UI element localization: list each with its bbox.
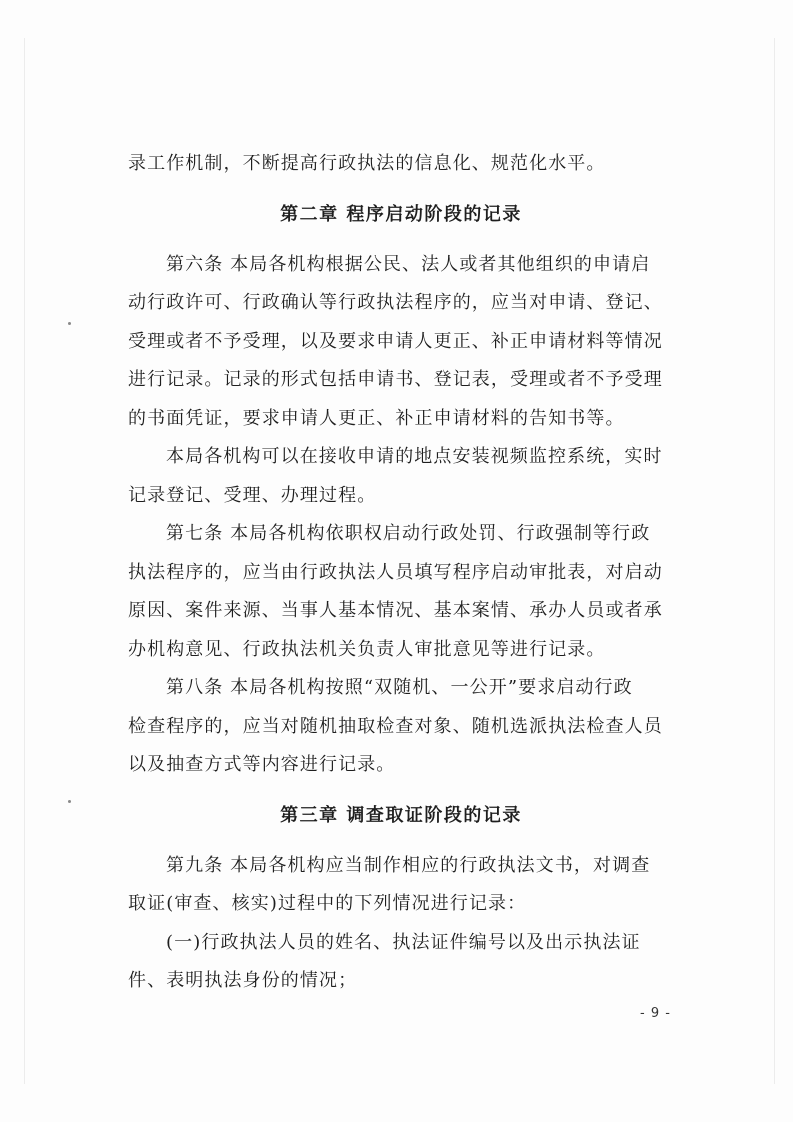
text-line: 记录登记、受理、办理过程。 (128, 484, 377, 506)
text-line: 第七条 本局各机构依职权启动行政处罚、行政强制等行政 (166, 523, 651, 544)
text-line: 本局各机构可以在接收申请的地点安装视频监控系统，实时 (166, 446, 663, 467)
text-line: 受理或者不予受理，以及要求申请人更正、补正申请材料等情况 (128, 330, 663, 352)
text-line: 原因、案件来源、当事人基本情况、基本案情、承办人员或者承 (128, 600, 663, 621)
text-line: 检查程序的，应当对随机抽取检查对象、随机选派执法检查人员 (128, 715, 663, 737)
text-line: 取证(审查、核实)过程中的下列情况进行记录： (128, 893, 527, 914)
text-line: 以及抽查方式等内容进行记录。 (128, 754, 396, 775)
chapter-heading: 第二章 程序启动阶段的记录 (280, 203, 522, 225)
page-number: - 9 - (640, 1006, 671, 1021)
text-line: 动行政许可、行政确认等行政执法程序的，应当对申请、登记、 (128, 292, 663, 313)
scan-speck (68, 322, 71, 325)
scan-speck (68, 800, 71, 803)
text-line: 第六条 本局各机构根据公民、法人或者其他组织的申请启 (166, 253, 651, 275)
text-line: 第八条 本局各机构按照“双随机、一公开”要求启动行政 (166, 677, 633, 698)
text-line: 录工作机制，不断提高行政执法的信息化、规范化水平。 (128, 153, 606, 174)
text-line: 进行记录。记录的形式包括申请书、登记表，受理或者不予受理 (128, 369, 663, 390)
text-line: 执法程序的，应当由行政执法人员填写程序启动审批表，对启动 (128, 561, 663, 583)
document-body (128, 145, 674, 1001)
text-line: 办机构意见、行政执法机关负责人审批意见等进行记录。 (128, 638, 606, 660)
text-line: 的书面凭证，要求申请人更正、补正申请材料的告知书等。 (128, 407, 625, 429)
scan-edge-left (24, 38, 25, 1084)
scan-edge-right (774, 38, 775, 1084)
chapter-heading: 第三章 调查取证阶段的记录 (280, 804, 522, 826)
text-line: 件、表明执法身份的情况； (128, 970, 358, 991)
text-line: (一)行政执法人员的姓名、执法证件编号以及出示执法证 (166, 931, 641, 953)
text-line: 第九条 本局各机构应当制作相应的行政执法文书，对调查 (166, 854, 651, 876)
